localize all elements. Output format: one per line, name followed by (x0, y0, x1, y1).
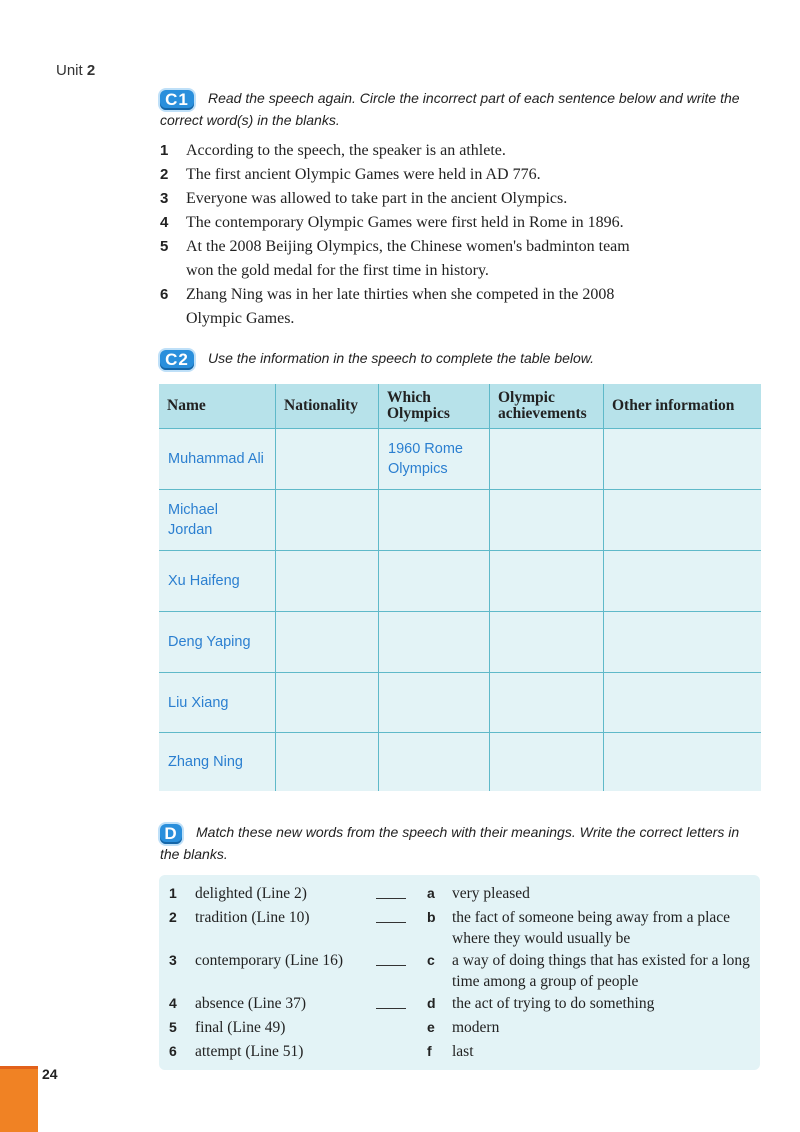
cell-name: Xu Haifeng (159, 551, 276, 612)
list-item (160, 187, 720, 211)
item-text: The contemporary Olympic Games were first held in Rome in 1896. (186, 214, 624, 231)
table-row (159, 551, 761, 612)
cell-other-information[interactable] (604, 612, 762, 673)
cell-which-olympics[interactable]: 1960 Rome Olympics (379, 429, 490, 490)
c2-badge: C2 (160, 350, 194, 370)
cell-other-information[interactable] (604, 429, 762, 490)
matching-box (159, 875, 760, 1070)
cell-name: Muhammad Ali (159, 429, 276, 490)
column-header-which-olympics: Which Olympics (379, 384, 490, 429)
word-number: 5 (169, 1019, 177, 1035)
d-instruction (160, 822, 760, 865)
cell-nationality[interactable] (276, 490, 379, 551)
meaning-text: the act of trying to do something (452, 995, 655, 1012)
word-text: final (Line 49) (195, 1019, 286, 1036)
list-item (160, 139, 720, 163)
meaning-letter: b (427, 909, 436, 925)
cell-other-information[interactable] (604, 673, 762, 733)
page-number: 24 (42, 1066, 58, 1082)
table-row (159, 429, 761, 490)
list-item (160, 211, 720, 235)
cell-which-olympics[interactable] (379, 673, 490, 733)
column-header-achievements: Olympic achievements (490, 384, 604, 429)
list-item (160, 235, 640, 283)
column-header-other-information: Other information (604, 384, 762, 429)
d-badge: D (160, 824, 182, 844)
cell-which-olympics[interactable] (379, 733, 490, 791)
item-number: 3 (160, 190, 169, 207)
olympians-table (159, 384, 761, 791)
item-text: The first ancient Olympic Games were held in AD 776. (186, 166, 541, 183)
meaning-text: modern (452, 1019, 500, 1036)
c2-instruction-text: Use the information in the speech to complete the table below. (208, 350, 595, 366)
meaning-text: the fact of someone being away from a place where they would usually be (452, 909, 731, 947)
column-header-nationality: Nationality (276, 384, 379, 429)
item-number: 6 (160, 286, 169, 303)
item-text: Zhang Ning was in her late thirties when she competed in the 2008 Olympic Games. (186, 286, 615, 327)
meaning-text: a way of doing things that has existed for a long time among a group of people (452, 952, 750, 990)
page-edge-stripe (0, 1066, 38, 1069)
meaning-letter: d (427, 995, 436, 1011)
meaning-letter: a (427, 885, 435, 901)
cell-name: Deng Yaping (159, 612, 276, 673)
word-number: 1 (169, 885, 177, 901)
c1-instruction-text: Read the speech again. Circle the incorrect part of each sentence below and write the correct word(s) in the blanks. (160, 90, 740, 128)
item-number: 2 (160, 166, 169, 183)
d-instruction-text: Match these new words from the speech with their meanings. Write the correct letters in the blanks. (160, 824, 740, 862)
table-row (159, 612, 761, 673)
unit-label (56, 62, 95, 79)
table-row (159, 673, 761, 733)
cell-nationality[interactable] (276, 733, 379, 791)
cell-achievements[interactable] (490, 673, 604, 733)
meaning-letter: f (427, 1043, 432, 1059)
word-number: 3 (169, 952, 177, 968)
word-number: 4 (169, 995, 177, 1011)
cell-other-information[interactable] (604, 733, 762, 791)
table-row (159, 490, 761, 551)
answer-blank[interactable] (376, 898, 406, 899)
meaning-text: very pleased (452, 885, 530, 902)
answer-blank[interactable] (376, 965, 406, 966)
cell-achievements[interactable] (490, 733, 604, 791)
word-text: contemporary (Line 16) (195, 952, 344, 969)
page-edge-tab (0, 1066, 38, 1132)
item-number: 4 (160, 214, 169, 231)
word-text: attempt (Line 51) (195, 1043, 304, 1060)
cell-name: Zhang Ning (159, 733, 276, 791)
cell-achievements[interactable] (490, 429, 604, 490)
meaning-text: last (452, 1043, 474, 1060)
cell-achievements[interactable] (490, 490, 604, 551)
cell-name: Michael Jordan (159, 490, 276, 551)
list-item (160, 283, 670, 331)
word-text: absence (Line 37) (195, 995, 307, 1012)
item-text: At the 2008 Beijing Olympics, the Chinese women's badminton team won the gold medal for the first time in history. (186, 238, 630, 279)
cell-other-information[interactable] (604, 490, 762, 551)
table-row (159, 733, 761, 791)
item-text: According to the speech, the speaker is an athlete. (186, 142, 506, 159)
unit-word: Unit (56, 62, 83, 79)
word-text: delighted (Line 2) (195, 885, 307, 902)
word-number: 2 (169, 909, 177, 925)
cell-achievements[interactable] (490, 551, 604, 612)
c2-instruction (160, 348, 760, 370)
word-number: 6 (169, 1043, 177, 1059)
c1-instruction (160, 88, 760, 131)
c1-badge: C1 (160, 90, 194, 110)
list-item (160, 163, 720, 187)
table-header-row (159, 384, 761, 429)
answer-blank[interactable] (376, 922, 406, 923)
cell-other-information[interactable] (604, 551, 762, 612)
item-text: Everyone was allowed to take part in the ancient Olympics. (186, 190, 568, 207)
cell-achievements[interactable] (490, 612, 604, 673)
cell-which-olympics[interactable] (379, 551, 490, 612)
cell-name: Liu Xiang (159, 673, 276, 733)
meaning-letter: e (427, 1019, 435, 1035)
c1-question-list (160, 139, 720, 331)
item-number: 1 (160, 142, 169, 159)
answer-blank[interactable] (376, 1008, 406, 1009)
cell-which-olympics[interactable] (379, 612, 490, 673)
cell-which-olympics[interactable] (379, 490, 490, 551)
cell-nationality[interactable] (276, 673, 379, 733)
cell-nationality[interactable] (276, 612, 379, 673)
unit-number: 2 (86, 62, 96, 79)
word-text: tradition (Line 10) (195, 909, 310, 926)
column-header-name: Name (159, 384, 276, 429)
cell-nationality[interactable] (276, 551, 379, 612)
meaning-letter: c (427, 952, 435, 968)
cell-nationality[interactable] (276, 429, 379, 490)
item-number: 5 (160, 238, 169, 255)
